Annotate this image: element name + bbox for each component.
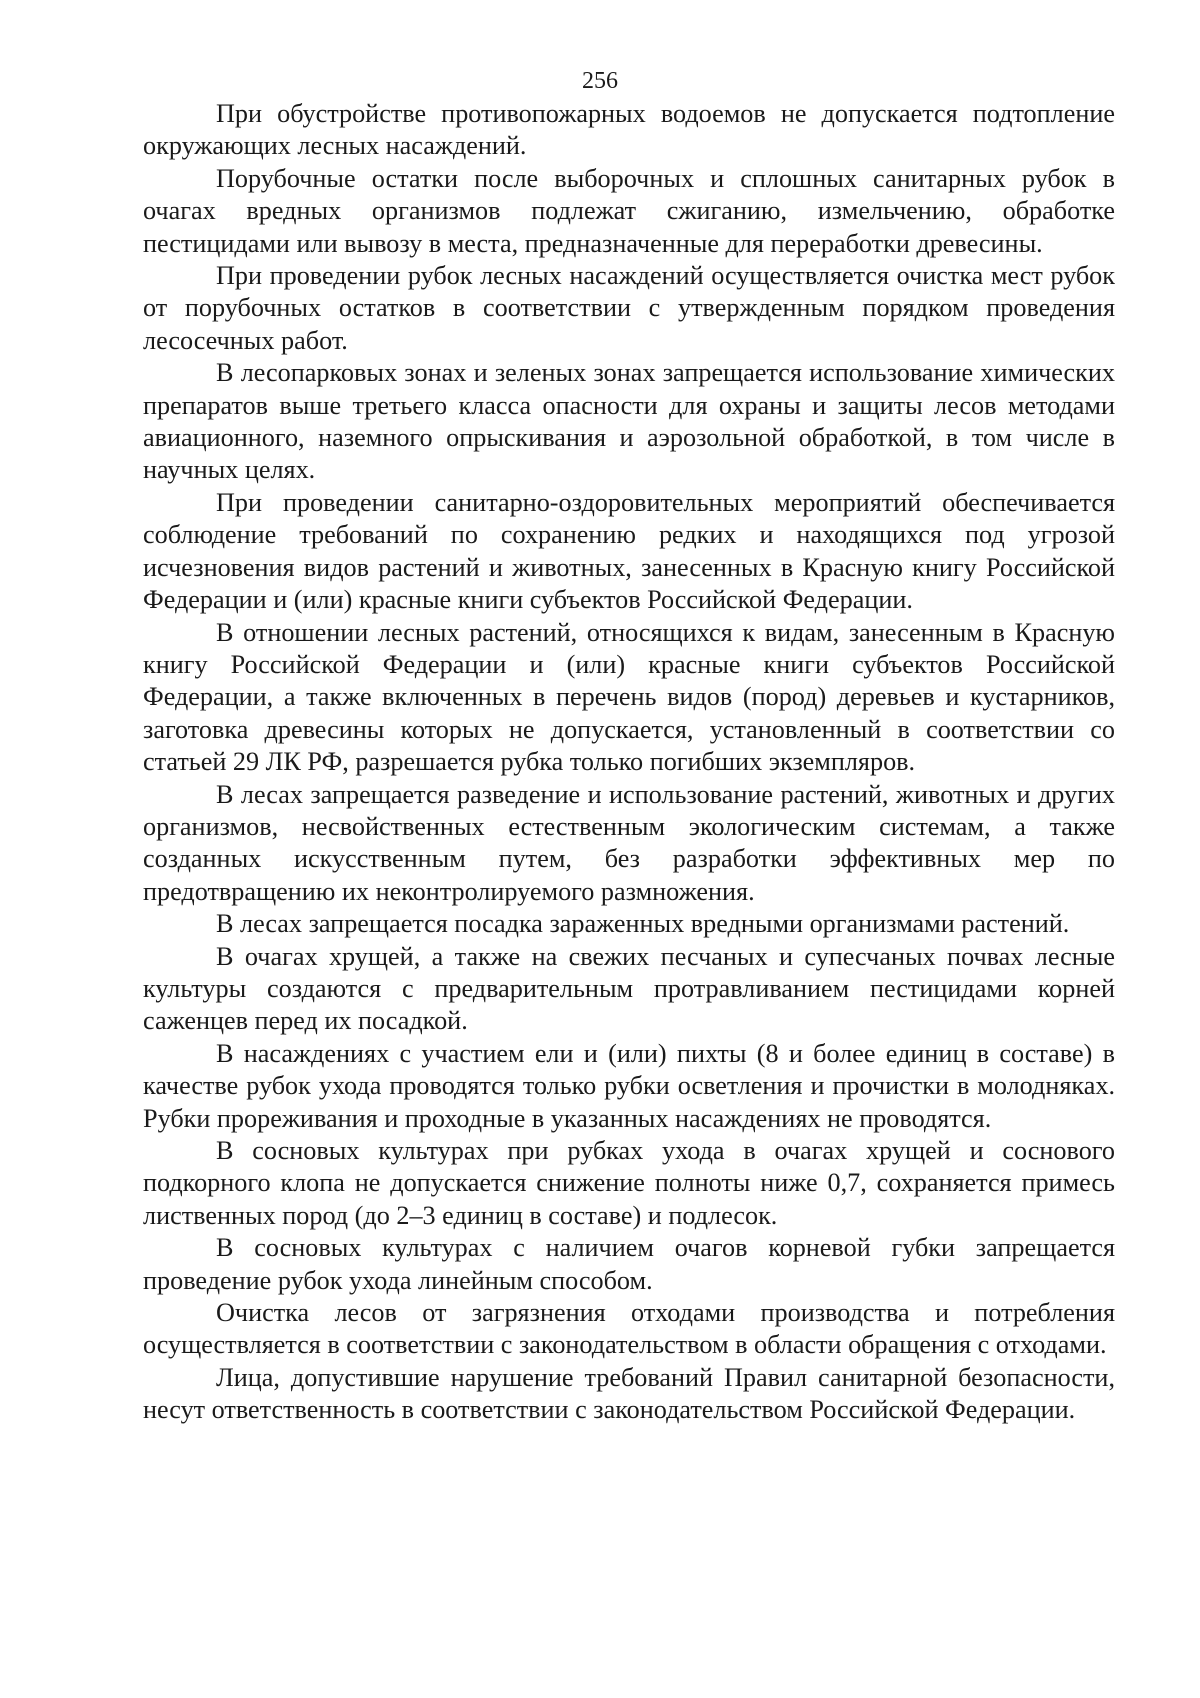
document-body xyxy=(143,98,1115,1427)
page-number: 256 xyxy=(582,68,618,94)
paragraph: В лесопарковых зонах и зеленых зонах запрещается использование химических препаратов выше третьего класса опасности для охраны и защиты лесов методами авиационного, наземного опрыскивания и аэрозольной обработкой, в том числе в научных целях. xyxy=(143,358,1115,485)
paragraph: При обустройстве противопожарных водоемов не допускается подтопление окружающих лесных насаждений. xyxy=(143,99,1115,161)
paragraph: В сосновых культурах с наличием очагов корневой губки запрещается проведение рубок ухода линейным способом. xyxy=(143,1233,1115,1295)
paragraph: Очистка лесов от загрязнения отходами производства и потребления осуществляется в соответствии с законодательством в области обращения с отходами. xyxy=(143,1298,1115,1360)
paragraph: Порубочные остатки после выборочных и сплошных санитарных рубок в очагах вредных организмов подлежат сжиганию, измельчению, обработке пестицидами или вывозу в места, предназначенные для переработки древесины. xyxy=(143,163,1115,258)
paragraph: При проведении санитарно-оздоровительных мероприятий обеспечивается соблюдение требований по сохранению редких и находящихся под угрозой исчезновения видов растений и животных, занесенных в Красную книгу Российской Федерации и (или) красные книги субъектов Российской Федерации. xyxy=(143,487,1115,615)
paragraph: В отношении лесных растений, относящихся к видам, занесенным в Красную книгу Российской Федерации и (или) красные книги субъектов Российской Федерации, а также включенных в перечень видов (пород) деревьев и кустарников, заготовка древесины которых не допускается, установленный в соответствии со статьей 29 ЛК РФ, разрешается рубка только погибших экземпляров. xyxy=(143,617,1115,777)
paragraph: Лица, допустившие нарушение требований Правил санитарной безопасности, несут ответственность в соответствии с законодательством Российской Федерации. xyxy=(143,1362,1115,1425)
paragraph: В насаждениях с участием ели и (или) пихты (8 и более единиц в составе) в качестве рубок ухода проводятся только рубки осветления и прочистки в молодняках. Рубки прореживания и проходные в указанных насаждениях не проводятся. xyxy=(143,1038,1115,1133)
paragraph: В лесах запрещается посадка зараженных вредными организмами растений. xyxy=(216,909,1070,939)
paragraph: В сосновых культурах при рубках ухода в очагах хрущей и соснового подкорного клопа не допускается снижение полноты ниже 0,7, сохраняется примесь лиственных пород (до 2–3 единиц в составе) и подлесок. xyxy=(143,1136,1115,1230)
paragraph: В лесах запрещается разведение и использование растений, животных и других организмов, несвойственных естественным экологическим системам, а также созданных искусственным путем, без разработки эффективных мер по предотвращению их неконтролируемого размножения. xyxy=(143,779,1115,906)
paragraph: При проведении рубок лесных насаждений осуществляется очистка мест рубок от порубочных остатков в соответствии с утвержденным порядком проведения лесосечных работ. xyxy=(143,261,1115,355)
paragraph: В очагах хрущей, а также на свежих песчаных и супесчаных почвах лесные культуры создаются с предварительным протравливанием пестицидами корней саженцев перед их посадкой. xyxy=(143,941,1115,1036)
